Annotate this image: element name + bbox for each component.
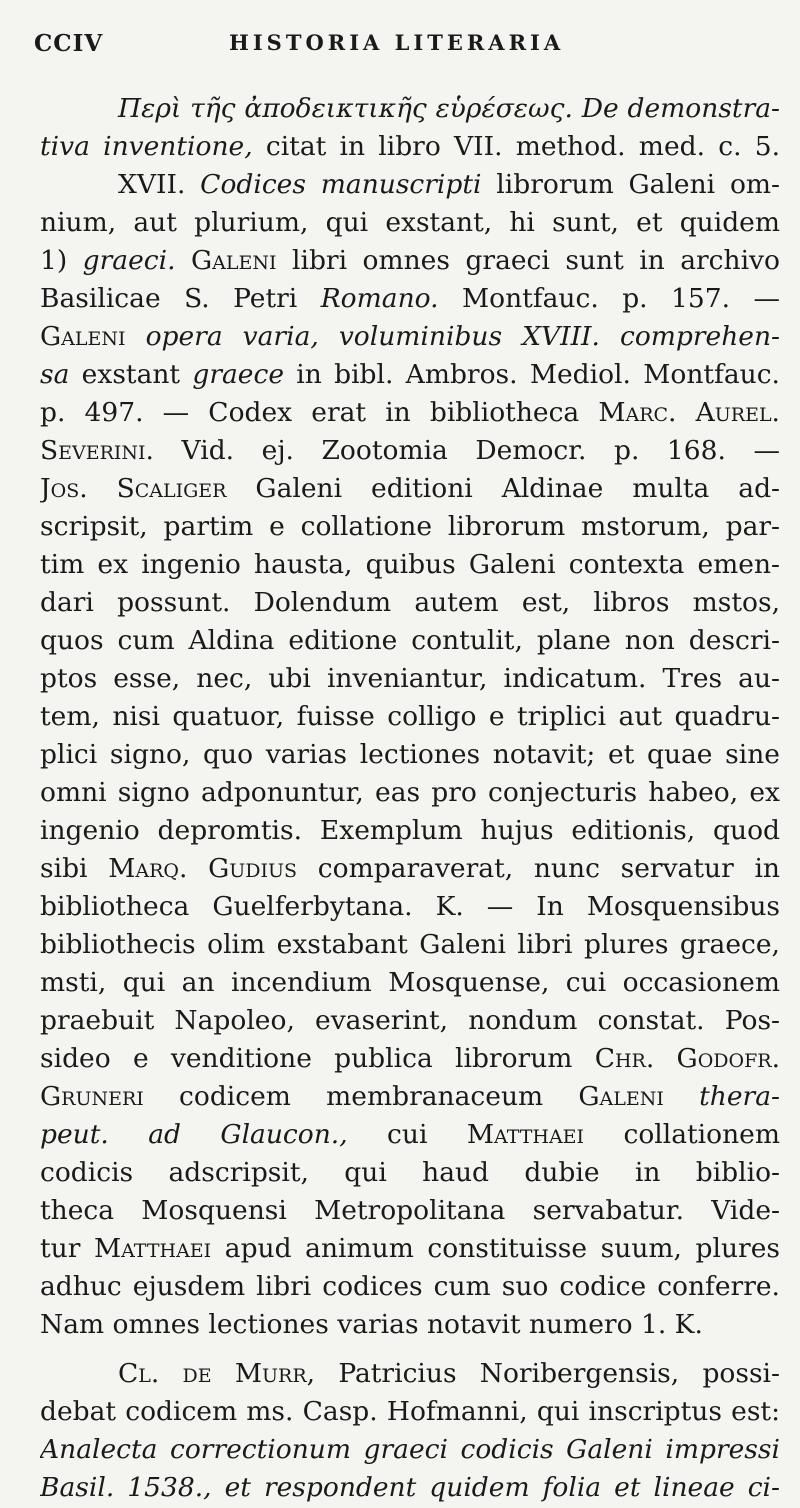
small-caps-name: Matthaei — [93, 1233, 212, 1264]
running-title: HISTORIA LITERARIA — [229, 30, 565, 55]
text-line — [40, 964, 780, 1002]
text-segment: ptos esse, nec, ubi inveniantur, indicatum. Tres au- — [40, 663, 780, 694]
text-segment: in bibl. Ambros. Mediol. Montfauc. — [284, 359, 780, 390]
text-line — [40, 1002, 780, 1040]
text-segment: tim ex ingenio hausta, quibus Galeni contexta emen- — [40, 549, 780, 580]
text-segment: Galeni editioni Aldinae multa ad- — [226, 473, 780, 504]
text-line — [40, 128, 780, 166]
text-line — [40, 508, 780, 546]
text-line — [40, 1431, 780, 1469]
text-segment: theca Mosquensi Metropolitana servabatur. Vide- — [40, 1195, 780, 1226]
text-segment: codicis adscripsit, qui haud dubie in biblio- — [40, 1157, 780, 1188]
text-segment — [573, 93, 582, 124]
text-segment: ingenio depromtis. Exemplum hujus editionis, quod — [40, 815, 780, 846]
text-segment: quos cum Aldina editione contulit, plane non descri- — [40, 625, 780, 656]
text-line — [40, 888, 780, 926]
text-segment: praebuit Napoleo, evaserint, nondum constat. Pos- — [40, 1005, 780, 1036]
text-segment: 1) — [40, 245, 83, 276]
small-caps-name: Marq. Gudius — [108, 853, 298, 884]
italic-text: opera varia, voluminibus XVIII. comprehen- — [145, 321, 780, 352]
italic-text: sa — [40, 359, 70, 390]
text-segment: apud animum constituisse suum, plures — [211, 1233, 780, 1264]
text-segment: codicem membranaceum — [143, 1081, 579, 1112]
text-line — [40, 1116, 780, 1154]
paragraph-gap — [40, 1344, 780, 1355]
text-line — [40, 1078, 780, 1116]
text-segment: Basilicae S. Petri — [40, 283, 321, 314]
text-line — [40, 1355, 780, 1393]
small-caps-name: Galeni — [191, 245, 277, 276]
text-segment: XVII. — [118, 169, 201, 200]
text-segment: cui — [347, 1119, 467, 1150]
italic-text: graeci. — [82, 245, 176, 276]
text-line — [40, 356, 780, 394]
text-line — [40, 394, 780, 432]
small-caps-name: Galeni — [40, 321, 126, 352]
text-line — [40, 698, 780, 736]
text-segment: p. 497. — Codex erat in bibliotheca — [40, 397, 599, 428]
text-line — [40, 1154, 780, 1192]
text-segment: librorum Galeni om- — [481, 169, 780, 200]
small-caps-name: Matthaei — [466, 1119, 585, 1150]
italic-text: Codices manuscripti — [200, 169, 482, 200]
text-line — [40, 90, 780, 128]
small-caps-name: Gruneri — [40, 1081, 144, 1112]
text-segment: bibliotheca Guelferbytana. K. — In Mosquensibus — [40, 891, 780, 922]
text-segment: tur — [40, 1233, 94, 1264]
page-header — [34, 30, 782, 64]
text-line — [40, 1393, 780, 1431]
text-segment: exstant — [69, 359, 193, 390]
text-segment: adhuc ejusdem libri codices cum suo codice conferre. — [40, 1271, 780, 1302]
italic-text: Περὶ τῆς ἀποδεικτικῆς εὑρέσεως. — [118, 93, 573, 124]
text-segment: scripsit, partim e collatione librorum mstorum, par- — [40, 511, 780, 542]
italic-text: tiva inventione, — [40, 131, 253, 162]
text-segment: citat in libro VII. method. med. c. 5. — [252, 131, 780, 162]
text-segment — [664, 1081, 699, 1112]
text-segment: bibliothecis olim exstabant Galeni libri plures graece, — [40, 929, 780, 960]
small-caps-name: Galeni — [578, 1081, 664, 1112]
text-segment — [126, 321, 146, 352]
text-line — [40, 432, 780, 470]
text-segment: Vid. ej. Zootomia Democr. p. 168. — — [153, 435, 780, 466]
text-line — [40, 280, 780, 318]
italic-text: De demonstra- — [581, 93, 780, 124]
italic-text: Analecta correctionum graeci codicis Galeni impressi — [40, 1434, 780, 1465]
text-segment: dari possunt. Dolendum autem est, libros mstos, — [40, 587, 780, 618]
text-segment: msti, qui an incendium Mosquense, cui occasionem — [40, 967, 780, 998]
small-caps-name: Cl. de Murr, — [118, 1358, 316, 1389]
text-line — [40, 1192, 780, 1230]
italic-text: Basil. 1538., et respondent quidem folia et lineae ci- — [40, 1472, 780, 1503]
text-line — [40, 926, 780, 964]
text-segment: collationem — [584, 1119, 780, 1150]
text-segment: tem, nisi quatuor, fuisse colligo e triplici aut quadru- — [40, 701, 780, 732]
text-line — [40, 660, 780, 698]
italic-text: peut. ad Glaucon., — [40, 1119, 348, 1150]
text-line — [40, 736, 780, 774]
text-line — [40, 546, 780, 584]
text-line — [40, 318, 780, 356]
text-segment: Nam omnes lectiones varias notavit numero 1. K. — [40, 1309, 703, 1340]
text-line — [40, 1230, 780, 1268]
text-line — [40, 242, 780, 280]
text-segment — [176, 245, 191, 276]
text-line — [40, 470, 780, 508]
body-text — [40, 90, 780, 1507]
text-line — [40, 166, 780, 204]
text-segment: comparaverat, nunc servatur in — [297, 853, 780, 884]
text-line — [40, 850, 780, 888]
text-segment: libri omnes graeci sunt in archivo — [276, 245, 780, 276]
text-segment: debat codicem ms. Casp. Hofmanni, qui inscriptus est: — [40, 1396, 780, 1427]
text-segment: Patricius Noribergensis, possi- — [315, 1358, 780, 1389]
text-segment: omni signo adponuntur, eas pro conjecturis habeo, ex — [40, 777, 780, 808]
text-line — [40, 812, 780, 850]
text-line — [40, 1306, 780, 1344]
text-segment: Montfauc. p. 157. — — [438, 283, 780, 314]
text-segment: sibi — [40, 853, 109, 884]
text-line — [40, 1469, 780, 1507]
small-caps-name: Severini. — [40, 435, 154, 466]
italic-text: thera- — [699, 1081, 780, 1112]
text-segment: nium, aut plurium, qui exstant, hi sunt, et quidem — [40, 207, 780, 238]
page-number: CCIV — [34, 30, 104, 57]
text-line — [40, 1040, 780, 1078]
text-line — [40, 204, 780, 242]
italic-text: graece — [192, 359, 284, 390]
small-caps-name: Jos. Scaliger — [40, 473, 227, 504]
text-line — [40, 622, 780, 660]
italic-text: Romano. — [320, 283, 439, 314]
text-segment: plici signo, quo varias lectiones notavit; et quae sine — [40, 739, 780, 770]
text-segment: sideo e venditione publica librorum — [40, 1043, 595, 1074]
small-caps-name: Marc. Aurel. — [598, 397, 780, 428]
text-line — [40, 774, 780, 812]
small-caps-name: Chr. Godofr. — [594, 1043, 780, 1074]
text-line — [40, 1268, 780, 1306]
text-line — [40, 584, 780, 622]
